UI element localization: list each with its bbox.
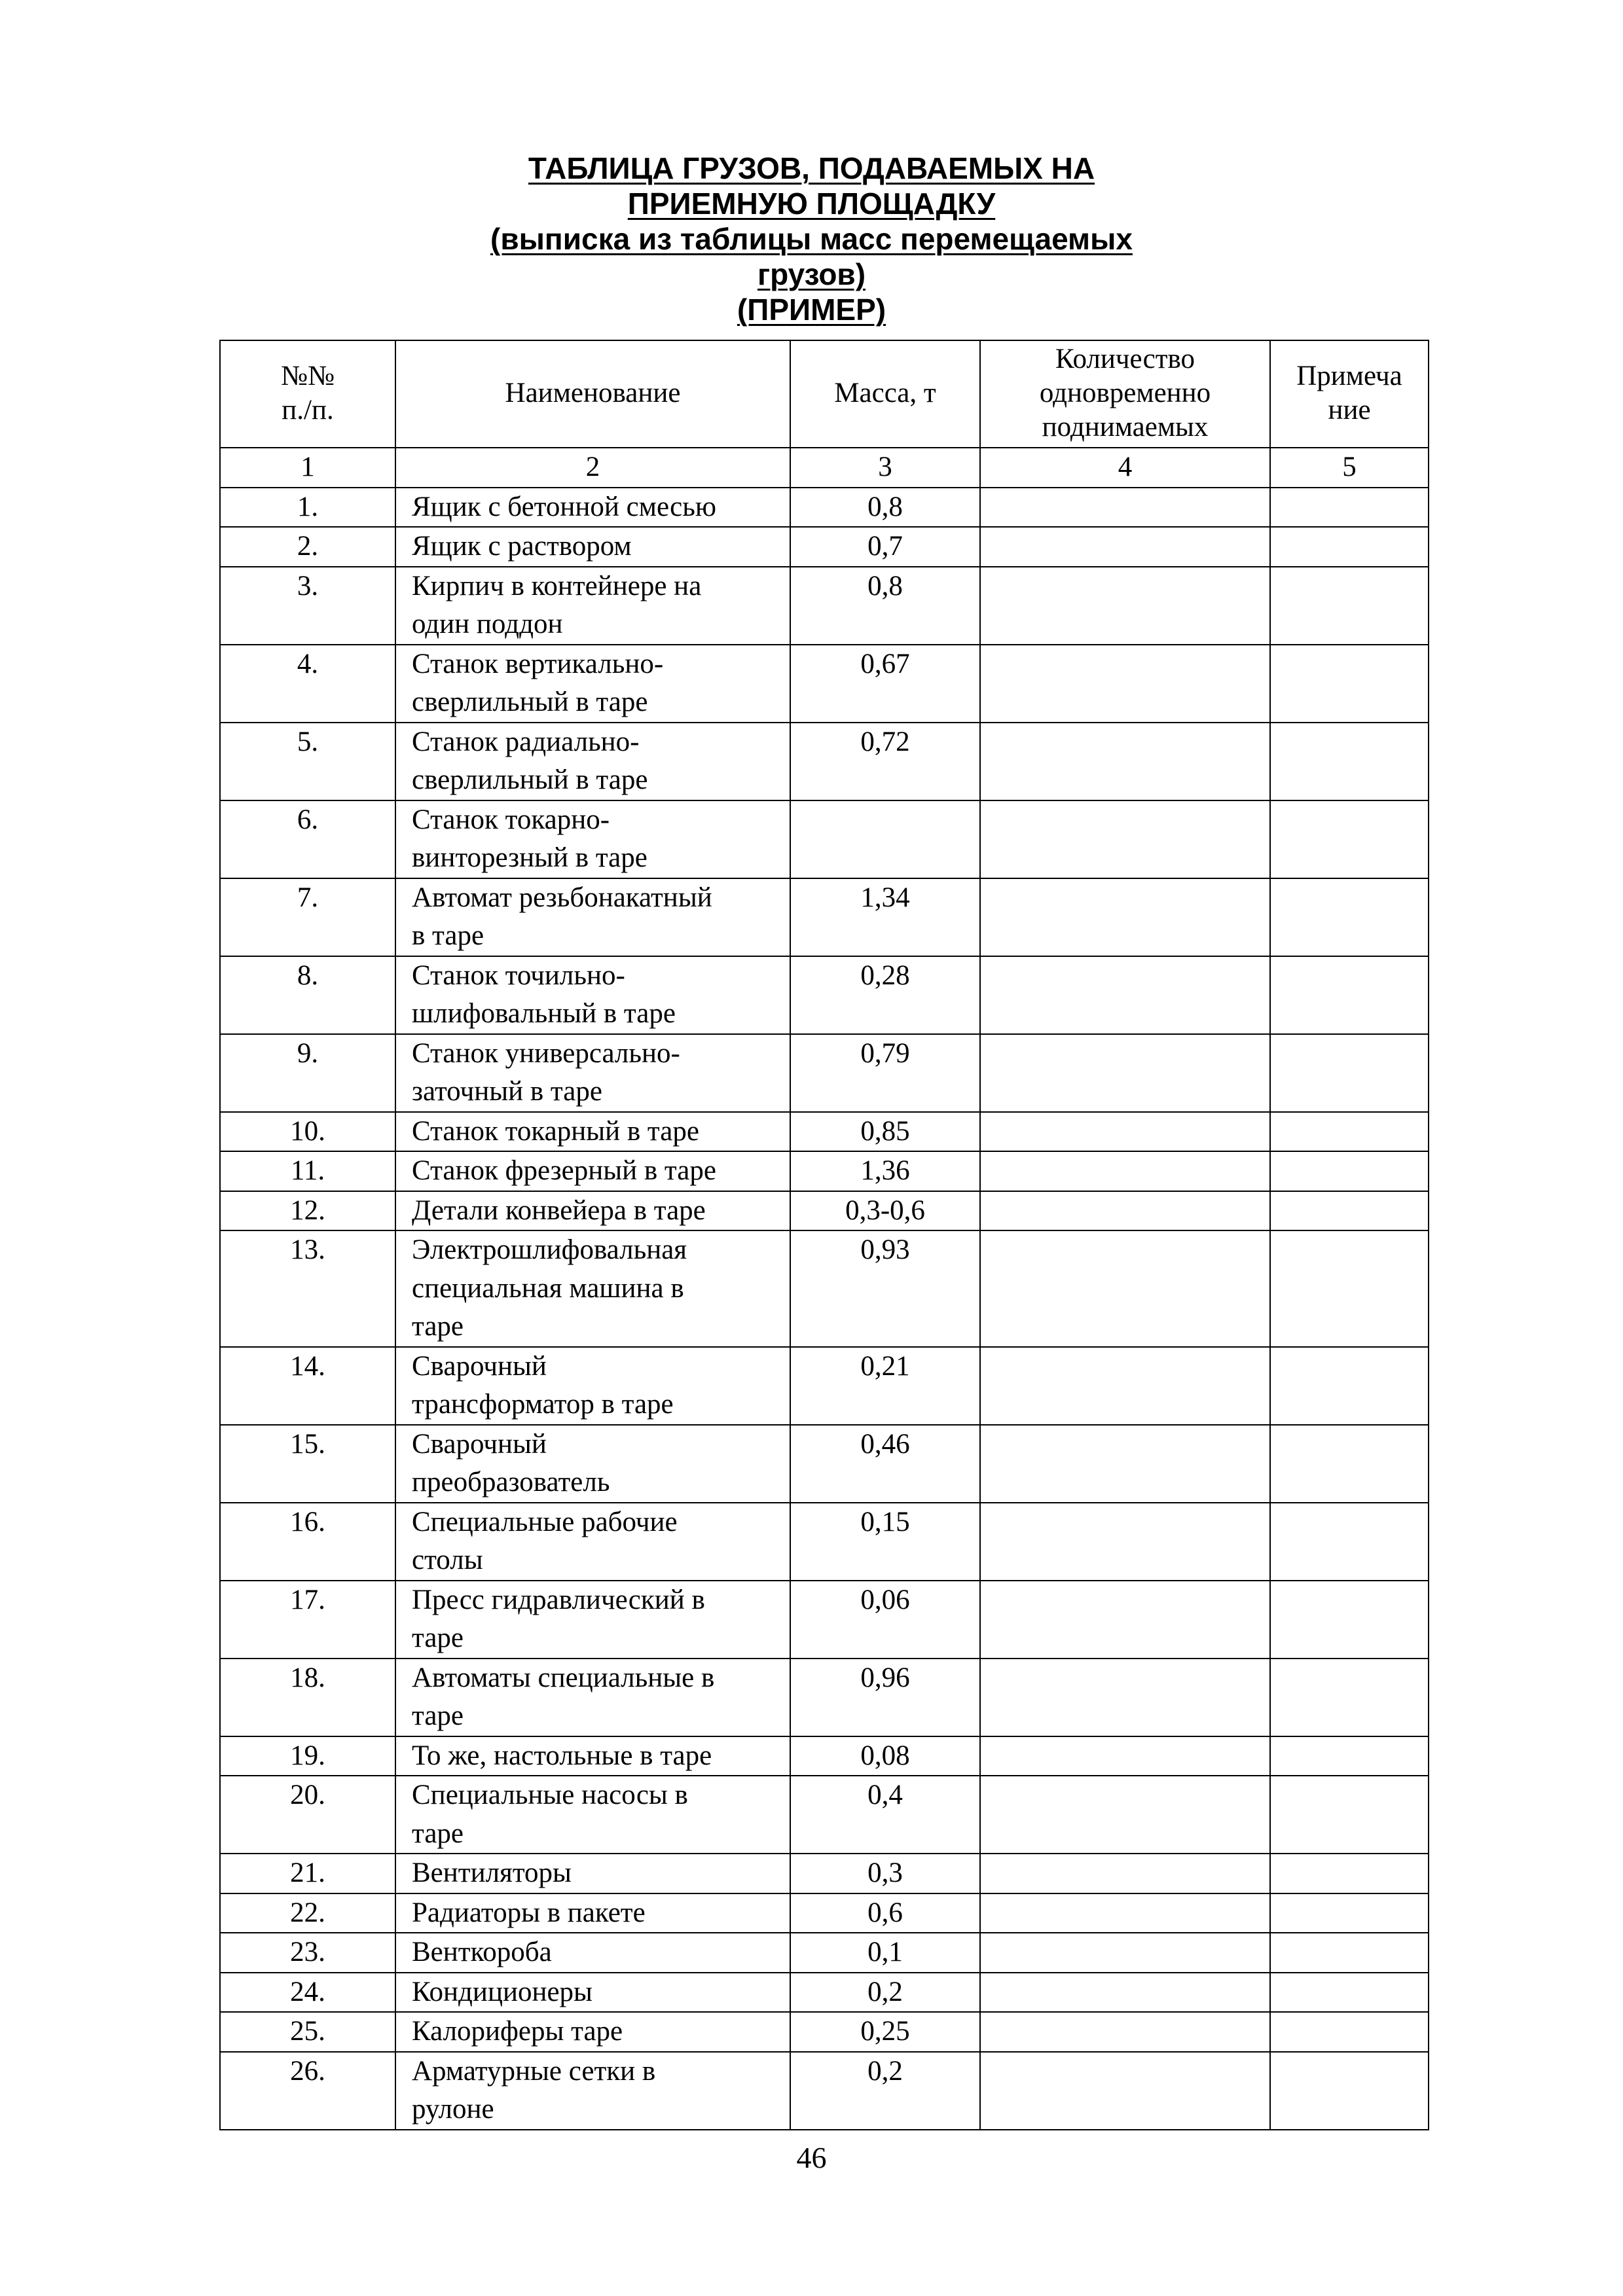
cargo-quantity bbox=[980, 2052, 1270, 2130]
table-row bbox=[220, 567, 1429, 645]
cargo-name bbox=[395, 527, 790, 567]
cargo-name bbox=[395, 1112, 790, 1152]
cargo-name-line: Станок радиально- bbox=[412, 726, 640, 757]
cargo-quantity bbox=[980, 800, 1270, 878]
cargo-note bbox=[1270, 1933, 1429, 1973]
cargo-name bbox=[395, 1933, 790, 1973]
cargo-name bbox=[395, 1191, 790, 1231]
table-row bbox=[220, 645, 1429, 723]
cargo-name-line: Радиаторы в пакете bbox=[412, 1897, 646, 1928]
cargo-note bbox=[1270, 1776, 1429, 1854]
cargo-name bbox=[395, 800, 790, 878]
row-number: 20. bbox=[220, 1776, 395, 1854]
cargo-quantity bbox=[980, 723, 1270, 800]
cargo-name-line: Кондиционеры bbox=[412, 1976, 593, 2007]
cargo-note bbox=[1270, 1151, 1429, 1191]
cargo-quantity bbox=[980, 1776, 1270, 1854]
row-number: 17. bbox=[220, 1581, 395, 1659]
cargo-name bbox=[395, 1893, 790, 1933]
cargo-name-line: Калориферы таре bbox=[412, 2016, 623, 2047]
column-number: 4 bbox=[980, 448, 1270, 488]
page-title bbox=[0, 151, 1623, 327]
cargo-name bbox=[395, 878, 790, 956]
cargo-name-line: То же, настольные в таре bbox=[412, 1740, 712, 1771]
table-row bbox=[220, 1893, 1429, 1933]
row-number: 12. bbox=[220, 1191, 395, 1231]
cargo-quantity bbox=[980, 1112, 1270, 1152]
cargo-mass: 0,72 bbox=[790, 723, 980, 800]
table-row bbox=[220, 1230, 1429, 1347]
cargo-mass: 0,15 bbox=[790, 1503, 980, 1581]
cargo-note bbox=[1270, 1973, 1429, 2013]
cargo-mass: 0,6 bbox=[790, 1893, 980, 1933]
cargo-name-line: таре bbox=[412, 1623, 464, 1653]
cargo-name bbox=[395, 956, 790, 1034]
cargo-name-line: таре bbox=[412, 1818, 464, 1849]
cargo-name bbox=[395, 567, 790, 645]
cargo-name-line: Арматурные сетки в bbox=[412, 2055, 656, 2087]
cargo-name bbox=[395, 1854, 790, 1893]
table-row bbox=[220, 1034, 1429, 1112]
cargo-mass: 0,7 bbox=[790, 527, 980, 567]
cargo-mass: 0,8 bbox=[790, 567, 980, 645]
cargo-name-line: столы bbox=[412, 1545, 483, 1575]
cargo-name-line: таре bbox=[412, 1311, 464, 1342]
cargo-note bbox=[1270, 723, 1429, 800]
cargo-note bbox=[1270, 1230, 1429, 1347]
cargo-name-line: заточный в таре bbox=[412, 1076, 602, 1107]
row-number: 19. bbox=[220, 1736, 395, 1776]
cargo-note bbox=[1270, 956, 1429, 1034]
cargo-mass: 0,3-0,6 bbox=[790, 1191, 980, 1231]
cargo-mass: 0,4 bbox=[790, 1776, 980, 1854]
column-number-row bbox=[220, 448, 1429, 488]
header-note: Примеча ние bbox=[1270, 340, 1429, 448]
cargo-quantity bbox=[980, 1191, 1270, 1231]
cargo-note bbox=[1270, 2052, 1429, 2130]
cargo-name-line: Вентиляторы bbox=[412, 1857, 572, 1888]
title-line: ПРИЕМНУЮ ПЛОЩАДКУ bbox=[627, 187, 996, 221]
cargo-mass: 0,8 bbox=[790, 488, 980, 528]
cargo-name-line: Станок вертикально- bbox=[412, 648, 664, 679]
cargo-name-line: Ящик с бетонной смесью bbox=[412, 491, 716, 522]
cargo-table bbox=[219, 340, 1429, 2130]
cargo-note bbox=[1270, 488, 1429, 528]
cargo-mass: 0,2 bbox=[790, 2052, 980, 2130]
cargo-name bbox=[395, 1425, 790, 1503]
table-row bbox=[220, 527, 1429, 567]
table-row bbox=[220, 1347, 1429, 1425]
cargo-name bbox=[395, 1659, 790, 1736]
table-row bbox=[220, 1933, 1429, 1973]
row-number: 9. bbox=[220, 1034, 395, 1112]
table-row bbox=[220, 878, 1429, 956]
table-row bbox=[220, 1973, 1429, 2013]
row-number: 3. bbox=[220, 567, 395, 645]
cargo-name bbox=[395, 723, 790, 800]
table-row bbox=[220, 1854, 1429, 1893]
cargo-note bbox=[1270, 1503, 1429, 1581]
cargo-mass: 0,93 bbox=[790, 1230, 980, 1347]
cargo-quantity bbox=[980, 1893, 1270, 1933]
cargo-name-line: таре bbox=[412, 1700, 464, 1731]
cargo-quantity bbox=[980, 1151, 1270, 1191]
cargo-mass: 0,2 bbox=[790, 1973, 980, 2013]
cargo-mass: 0,46 bbox=[790, 1425, 980, 1503]
cargo-name bbox=[395, 1973, 790, 2013]
cargo-note bbox=[1270, 1425, 1429, 1503]
cargo-quantity bbox=[980, 1659, 1270, 1736]
cargo-mass: 0,85 bbox=[790, 1112, 980, 1152]
cargo-note bbox=[1270, 1191, 1429, 1231]
table-row bbox=[220, 1659, 1429, 1736]
cargo-name-line: в таре bbox=[412, 920, 484, 951]
row-number: 13. bbox=[220, 1230, 395, 1347]
row-number: 6. bbox=[220, 800, 395, 878]
column-number: 5 bbox=[1270, 448, 1429, 488]
cargo-name-line: Автоматы специальные в bbox=[412, 1662, 715, 1693]
cargo-name-line: шлифовальный в таре bbox=[412, 998, 676, 1029]
row-number: 22. bbox=[220, 1893, 395, 1933]
row-number: 7. bbox=[220, 878, 395, 956]
cargo-name-line: Электрошлифовальная bbox=[412, 1234, 687, 1265]
cargo-quantity bbox=[980, 1425, 1270, 1503]
cargo-name bbox=[395, 1034, 790, 1112]
cargo-name-line: Автомат резьбонакатный bbox=[412, 882, 712, 913]
row-number: 4. bbox=[220, 645, 395, 723]
header-qty: Количество одновременно поднимаемых bbox=[980, 340, 1270, 448]
cargo-quantity bbox=[980, 1581, 1270, 1659]
cargo-mass: 0,08 bbox=[790, 1736, 980, 1776]
cargo-name-line: рулоне bbox=[412, 2094, 494, 2125]
row-number: 15. bbox=[220, 1425, 395, 1503]
row-number: 24. bbox=[220, 1973, 395, 2013]
cargo-note bbox=[1270, 1854, 1429, 1893]
cargo-mass: 1,34 bbox=[790, 878, 980, 956]
table-row bbox=[220, 1736, 1429, 1776]
cargo-mass: 0,28 bbox=[790, 956, 980, 1034]
cargo-mass: 0,21 bbox=[790, 1347, 980, 1425]
cargo-quantity bbox=[980, 956, 1270, 1034]
cargo-quantity bbox=[980, 1736, 1270, 1776]
row-number: 1. bbox=[220, 488, 395, 528]
table-row bbox=[220, 723, 1429, 800]
cargo-name-line: один поддон bbox=[412, 609, 563, 639]
cargo-name-line: Детали конвейера в таре bbox=[412, 1194, 706, 1226]
cargo-name bbox=[395, 1503, 790, 1581]
cargo-note bbox=[1270, 527, 1429, 567]
table-row bbox=[220, 1503, 1429, 1581]
row-number: 10. bbox=[220, 1112, 395, 1152]
table-row bbox=[220, 1112, 1429, 1152]
cargo-note bbox=[1270, 645, 1429, 723]
cargo-note bbox=[1270, 1034, 1429, 1112]
row-number: 14. bbox=[220, 1347, 395, 1425]
table-row bbox=[220, 1425, 1429, 1503]
header-mass: Масса, т bbox=[790, 340, 980, 448]
cargo-name-line: Кирпич в контейнере на bbox=[412, 570, 702, 601]
cargo-quantity bbox=[980, 878, 1270, 956]
cargo-name bbox=[395, 1151, 790, 1191]
cargo-quantity bbox=[980, 1503, 1270, 1581]
cargo-name bbox=[395, 1347, 790, 1425]
cargo-name bbox=[395, 1776, 790, 1854]
cargo-name bbox=[395, 2012, 790, 2052]
cargo-name-line: Ящик с раствором bbox=[412, 531, 632, 562]
row-number: 23. bbox=[220, 1933, 395, 1973]
cargo-note bbox=[1270, 800, 1429, 878]
row-number: 5. bbox=[220, 723, 395, 800]
cargo-name-line: Сварочный bbox=[412, 1350, 547, 1382]
cargo-note bbox=[1270, 1893, 1429, 1933]
row-number: 26. bbox=[220, 2052, 395, 2130]
table-row bbox=[220, 1191, 1429, 1231]
cargo-name-line: преобразователь bbox=[412, 1467, 610, 1498]
table-row bbox=[220, 1151, 1429, 1191]
table-row bbox=[220, 800, 1429, 878]
title-line: (выписка из таблицы масс перемещаемых bbox=[490, 222, 1133, 256]
cargo-name-line: винторезный в таре bbox=[412, 842, 647, 873]
cargo-name bbox=[395, 1230, 790, 1347]
row-number: 8. bbox=[220, 956, 395, 1034]
cargo-quantity bbox=[980, 2012, 1270, 2052]
cargo-name bbox=[395, 2052, 790, 2130]
title-line: грузов) bbox=[757, 257, 866, 291]
cargo-mass: 0,1 bbox=[790, 1933, 980, 1973]
row-number: 25. bbox=[220, 2012, 395, 2052]
cargo-mass: 0,3 bbox=[790, 1854, 980, 1893]
cargo-note bbox=[1270, 1112, 1429, 1152]
cargo-quantity bbox=[980, 1854, 1270, 1893]
cargo-name-line: Специальные насосы в bbox=[412, 1780, 688, 1810]
table-row bbox=[220, 1776, 1429, 1854]
cargo-name-line: Станок фрезерный в таре bbox=[412, 1155, 716, 1186]
cargo-name-line: Станок точильно- bbox=[412, 960, 625, 991]
row-number: 11. bbox=[220, 1151, 395, 1191]
row-number: 18. bbox=[220, 1659, 395, 1736]
table-row bbox=[220, 1581, 1429, 1659]
cargo-name-line: Сварочный bbox=[412, 1428, 547, 1460]
title-line: (ПРИМЕР) bbox=[737, 293, 886, 327]
header-name: Наименование bbox=[395, 340, 790, 448]
header-num: №№ п./п. bbox=[220, 340, 395, 448]
column-number: 2 bbox=[395, 448, 790, 488]
cargo-note bbox=[1270, 2012, 1429, 2052]
cargo-name-line: трансформатор в таре bbox=[412, 1389, 674, 1420]
cargo-mass bbox=[790, 800, 980, 878]
cargo-name-line: Специальные рабочие bbox=[412, 1506, 678, 1537]
table-row bbox=[220, 2052, 1429, 2130]
cargo-quantity bbox=[980, 1230, 1270, 1347]
cargo-quantity bbox=[980, 527, 1270, 567]
table-row bbox=[220, 2012, 1429, 2052]
cargo-mass: 0,79 bbox=[790, 1034, 980, 1112]
cargo-name-line: специальная машина в bbox=[412, 1272, 684, 1304]
cargo-note bbox=[1270, 567, 1429, 645]
cargo-quantity bbox=[980, 1973, 1270, 2013]
cargo-name-line: Станок токарный в таре bbox=[412, 1115, 699, 1147]
cargo-name-line: сверлильный в таре bbox=[412, 764, 648, 795]
cargo-quantity bbox=[980, 1347, 1270, 1425]
cargo-name-line: Станок универсально- bbox=[412, 1037, 680, 1069]
title-line: ТАБЛИЦА ГРУЗОВ, ПОДАВАЕМЫХ НА bbox=[528, 151, 1095, 185]
cargo-name-line: Пресс гидравлический в bbox=[412, 1584, 705, 1615]
cargo-note bbox=[1270, 1347, 1429, 1425]
row-number: 16. bbox=[220, 1503, 395, 1581]
page-number: 46 bbox=[796, 2141, 827, 2174]
cargo-mass: 0,67 bbox=[790, 645, 980, 723]
cargo-name-line: Венткороба bbox=[412, 1937, 552, 1967]
cargo-quantity bbox=[980, 567, 1270, 645]
row-number: 2. bbox=[220, 527, 395, 567]
table-header-row bbox=[220, 340, 1429, 448]
cargo-mass: 0,96 bbox=[790, 1659, 980, 1736]
cargo-quantity bbox=[980, 488, 1270, 528]
cargo-note bbox=[1270, 1659, 1429, 1736]
cargo-quantity bbox=[980, 645, 1270, 723]
cargo-mass: 1,36 bbox=[790, 1151, 980, 1191]
column-number: 1 bbox=[220, 448, 395, 488]
table-row bbox=[220, 488, 1429, 528]
cargo-note bbox=[1270, 878, 1429, 956]
cargo-name-line: сверлильный в таре bbox=[412, 687, 648, 717]
cargo-quantity bbox=[980, 1933, 1270, 1973]
cargo-quantity bbox=[980, 1034, 1270, 1112]
column-number: 3 bbox=[790, 448, 980, 488]
cargo-mass: 0,06 bbox=[790, 1581, 980, 1659]
cargo-mass: 0,25 bbox=[790, 2012, 980, 2052]
cargo-note bbox=[1270, 1736, 1429, 1776]
cargo-note bbox=[1270, 1581, 1429, 1659]
cargo-name bbox=[395, 1581, 790, 1659]
cargo-name bbox=[395, 488, 790, 528]
cargo-name bbox=[395, 645, 790, 723]
row-number: 21. bbox=[220, 1854, 395, 1893]
table-row bbox=[220, 956, 1429, 1034]
cargo-name bbox=[395, 1736, 790, 1776]
cargo-name-line: Станок токарно- bbox=[412, 804, 610, 835]
